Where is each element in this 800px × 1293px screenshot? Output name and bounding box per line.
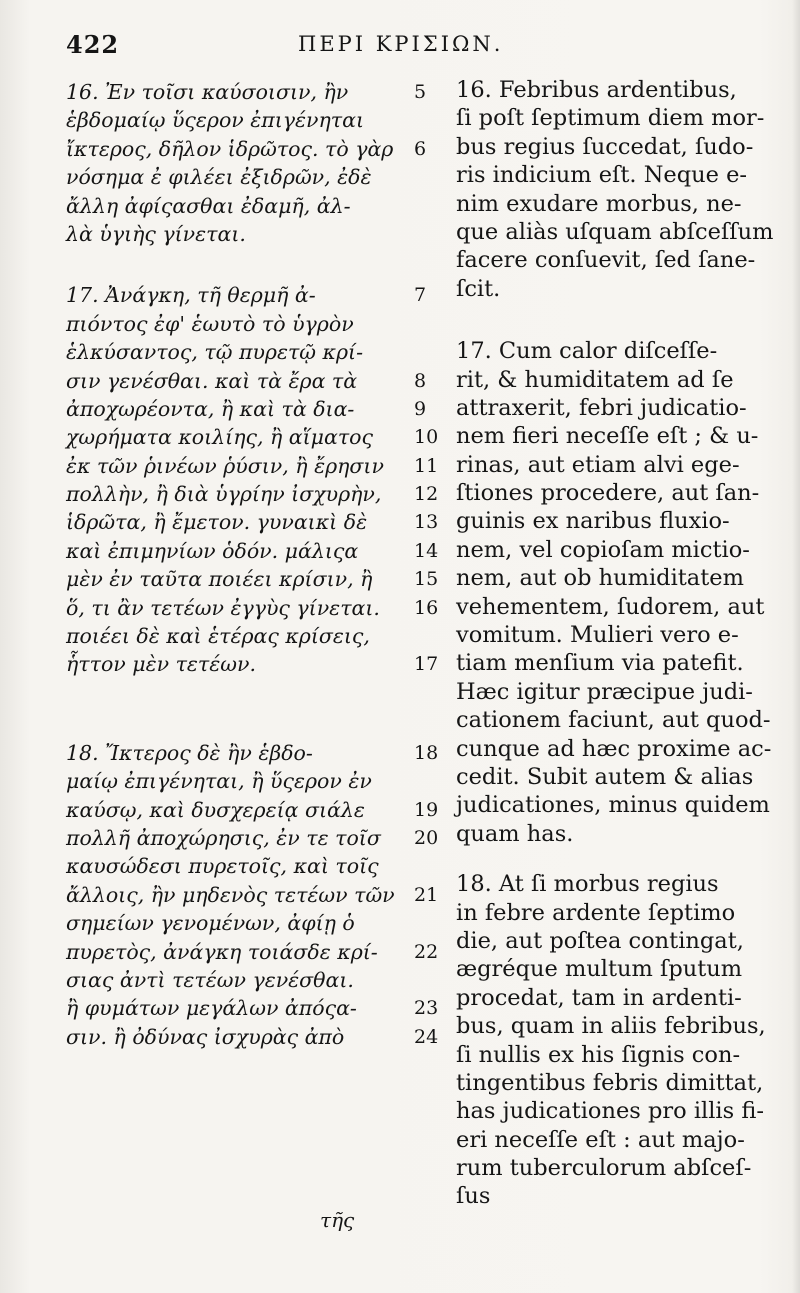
greek-line: μὲν ἐν ταῦτα ποιέει κρίσιν, ἢ 15 bbox=[66, 565, 438, 593]
line-number: 19 bbox=[414, 798, 439, 821]
line-number: 6 bbox=[414, 137, 427, 160]
line-number: 14 bbox=[414, 539, 439, 562]
latin-line: die, aut poſtea contingat, bbox=[456, 927, 744, 954]
latin-line: facere conſuevit, ſed ſane- bbox=[456, 247, 756, 274]
greek-line: πιόντος ἐφ' ἑωυτὸ τὸ ὑγρὸν bbox=[66, 311, 354, 336]
page-header bbox=[66, 30, 766, 70]
greek-section-18 bbox=[66, 739, 438, 1051]
page-number: 422 bbox=[66, 30, 120, 59]
line-number: 22 bbox=[414, 940, 439, 963]
latin-section-18 bbox=[456, 870, 796, 1211]
greek-line: καύσῳ, καὶ δυσχερείᾳ σιάλε 19 bbox=[66, 796, 438, 824]
greek-line: μαίῳ ἐπιγένηται, ἢ ὕςερον ἐν bbox=[66, 769, 372, 794]
greek-line: σημείων γενομένων, ἀφίῃ ὁ bbox=[66, 911, 355, 936]
latin-line: bus, quam in aliis febribus, bbox=[456, 1013, 766, 1040]
greek-line: πυρετὸς, ἀνάγκη τοιάσδε κρί- 22 bbox=[66, 938, 438, 966]
greek-line: ἄλλη ἀφίςασθαι ἐδαμῆ, ἀλ- bbox=[66, 193, 351, 218]
latin-line: ſi nullis ex his ſignis con- bbox=[456, 1041, 741, 1068]
line-number: 12 bbox=[414, 483, 439, 506]
latin-line: in febre ardente ſeptimo bbox=[456, 899, 736, 926]
line-number: 5 bbox=[414, 81, 427, 103]
greek-line: λὰ ὑγιὴς γίνεται. bbox=[66, 221, 246, 246]
catchword: τῆς bbox=[320, 1208, 355, 1232]
greek-line: ὅ, τι ἂν τετέων ἐγγὺς γίνεται. 16 bbox=[66, 594, 438, 622]
greek-line: ἑβδομαίῳ ὕςερον ἐπιγένηται bbox=[66, 108, 365, 133]
latin-line: bus regius ſuccedat, ſudo- bbox=[456, 133, 754, 160]
page-edge-shadow bbox=[792, 0, 800, 1293]
line-number: 20 bbox=[414, 826, 439, 849]
greek-line: σιν. ἢ ὀδύνας ἰσχυρὰς ἀπὸ 24 bbox=[66, 1023, 438, 1051]
greek-line: ἢ φυμάτων μεγάλων ἀπόςα- 23 bbox=[66, 994, 438, 1022]
greek-column bbox=[66, 78, 438, 1051]
latin-line: ſcit. bbox=[456, 275, 501, 302]
latin-line: quam has. bbox=[456, 820, 574, 847]
greek-line: πολλὴν, ἢ διὰ ὑγρίην ἰσχυρὴν, 12 bbox=[66, 480, 438, 508]
latin-line: 17. Cum calor diſceſſe- bbox=[456, 338, 718, 365]
latin-line: guinis ex naribus fluxio- bbox=[456, 508, 730, 535]
latin-line: cedit. Subit autem & alias bbox=[456, 763, 754, 790]
latin-line: ſus bbox=[456, 1183, 491, 1210]
latin-section-17 bbox=[456, 337, 796, 848]
greek-line: 18. Ἴκτερος δὲ ἢν ἑβδο- 18 bbox=[66, 739, 438, 767]
line-number: 10 bbox=[414, 426, 439, 449]
greek-line: καὶ ἐπιμηνίων ὁδόν. μάλιςα 14 bbox=[66, 537, 438, 565]
running-head: ΠΕΡΙ ΚΡΙΣΙΩΝ. bbox=[298, 32, 504, 56]
latin-line: ægréque multum ſputum bbox=[456, 956, 743, 983]
greek-section-17 bbox=[66, 281, 438, 678]
greek-section-16 bbox=[66, 78, 438, 248]
latin-line: ris indicium eſt. Neque e- bbox=[456, 162, 747, 189]
greek-line: ἄλλοις, ἢν μηδενὸς τετέων τῶν 21 bbox=[66, 881, 438, 909]
line-number: 11 bbox=[414, 454, 439, 477]
greek-line: 17. Ἀνάγκη, τῆ θερμῆ ἀ- 7 bbox=[66, 281, 438, 309]
greek-line: ἴκτερος, δῆλον ἱδρῶτος. τὸ γὰρ 6 bbox=[66, 135, 438, 163]
latin-line: has judicationes pro illis fi- bbox=[456, 1098, 764, 1125]
latin-column bbox=[456, 76, 796, 1211]
line-number: 23 bbox=[414, 997, 439, 1020]
latin-line: nem, aut ob humiditatem bbox=[456, 565, 744, 592]
latin-line: rit, & humiditatem ad ſe bbox=[456, 366, 734, 393]
line-number: 9 bbox=[414, 397, 427, 420]
greek-line: καυσώδεσι πυρετοῖς, καὶ τοῖς bbox=[66, 854, 379, 879]
latin-line: nim exudare morbus, ne- bbox=[456, 190, 742, 217]
greek-line: ἐκ τῶν ῥινέων ῥύσιν, ἢ ἔρησιν 11 bbox=[66, 452, 438, 480]
latin-line: que aliàs uſquam abſceſſum bbox=[456, 218, 774, 245]
latin-line: 16. Febribus ardentibus, bbox=[456, 77, 737, 103]
latin-section-16 bbox=[456, 76, 796, 303]
greek-line: σιν γενέσθαι. καὶ τὰ ἔρα τὰ 8 bbox=[66, 367, 438, 395]
line-number: 18 bbox=[414, 741, 439, 764]
latin-line: vehementem, ſudorem, aut bbox=[456, 593, 765, 620]
line-number: 13 bbox=[414, 511, 439, 534]
greek-line: ἀποχωρέοντα, ἢ καὶ τὰ δια- 9 bbox=[66, 395, 438, 423]
latin-line: Hæc igitur præcipue judi- bbox=[456, 678, 753, 705]
latin-line: eri neceſſe eſt : aut majo- bbox=[456, 1126, 745, 1153]
greek-line: ποιέει δὲ καὶ ἑτέρας κρίσεις, bbox=[66, 624, 370, 649]
greek-line: ἧττον μὲν τετέων. 17 bbox=[66, 650, 438, 678]
latin-line: tingentibus febris dimittat, bbox=[456, 1069, 764, 1096]
greek-line: πολλῆ ἀποχώρησις, ἐν τε τοῖσ 20 bbox=[66, 824, 438, 852]
line-number: 16 bbox=[414, 596, 439, 619]
latin-line: 18. At ſi morbus regius bbox=[456, 871, 719, 898]
latin-line: ſi poſt ſeptimum diem mor- bbox=[456, 105, 765, 132]
greek-line: ἱδρῶτα, ἢ ἔμετον. γυναικὶ δὲ 13 bbox=[66, 508, 438, 536]
latin-line: procedat, tam in ardenti- bbox=[456, 984, 742, 1011]
latin-line: cationem faciunt, aut quod- bbox=[456, 707, 771, 734]
line-number: 24 bbox=[414, 1025, 439, 1048]
line-number: 7 bbox=[414, 284, 427, 307]
latin-line: rinas, aut etiam alvi ege- bbox=[456, 451, 740, 478]
latin-line: tiam menſium via patefit. bbox=[456, 650, 744, 677]
latin-line: nem, vel copioſam mictio- bbox=[456, 536, 750, 563]
latin-line: nem fieri neceſſe eſt ; & u- bbox=[456, 423, 759, 450]
greek-line: σιας ἀντὶ τετέων γενέσθαι. bbox=[66, 967, 354, 992]
latin-line: cunque ad hæc proxime ac- bbox=[456, 735, 772, 762]
line-number: 21 bbox=[414, 883, 439, 906]
greek-line: 16. Ἐν τοῖσι καύσοισιν, ἢν 5 bbox=[66, 78, 438, 106]
greek-line: χωρήματα κοιλίης, ἢ αἵματος 10 bbox=[66, 423, 438, 451]
greek-line: ἑλκύσαντος, τῷ πυρετῷ κρί- bbox=[66, 340, 363, 365]
line-number: 17 bbox=[414, 653, 439, 676]
latin-line: vomitum. Mulieri vero e- bbox=[456, 622, 739, 649]
line-number: 15 bbox=[414, 568, 439, 591]
greek-line: νόσημα ἐ φιλέει ἐξιδρῶν, ἐδὲ bbox=[66, 165, 372, 190]
latin-line: rum tuberculorum abſceſ- bbox=[456, 1155, 752, 1182]
latin-line: attraxerit, febri judicatio- bbox=[456, 394, 747, 421]
latin-line: judicationes, minus quidem bbox=[456, 792, 770, 819]
line-number: 8 bbox=[414, 369, 427, 392]
latin-line: ſtiones procedere, aut ſan- bbox=[456, 480, 760, 507]
